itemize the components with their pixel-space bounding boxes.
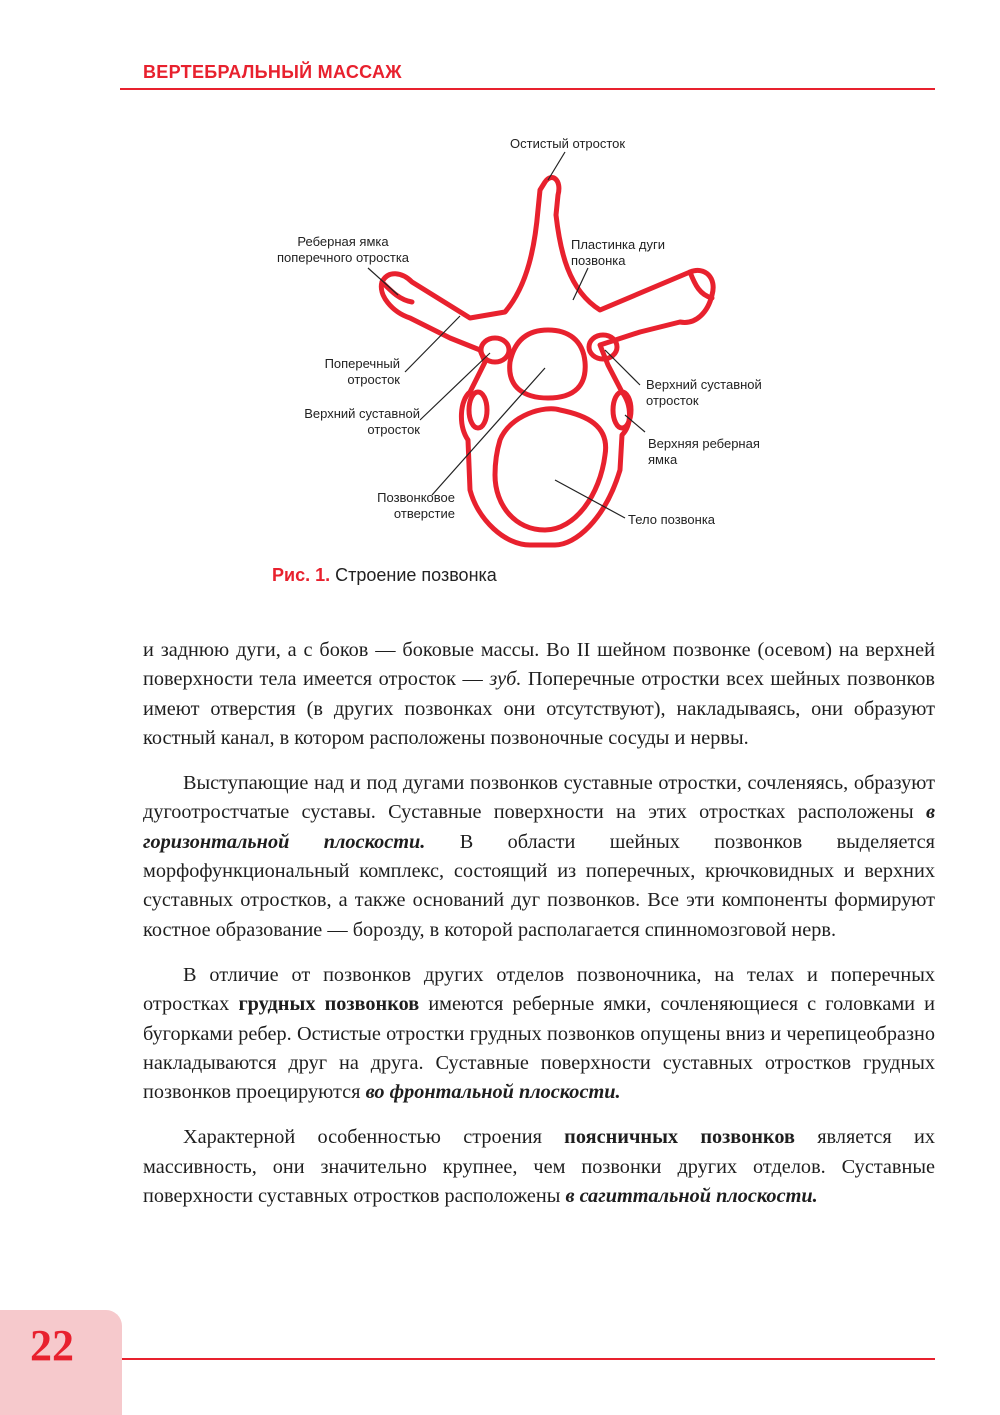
paragraph-1 — [143, 636, 935, 753]
costal-facet-left — [469, 392, 487, 428]
p4-text-a: Характерной особенностью строения — [183, 1126, 565, 1149]
vertebral-foramen-shape — [510, 330, 586, 398]
label-vertebral-body: Тело позвонка — [628, 512, 716, 527]
vertebra-illustration — [0, 0, 1000, 620]
p1-italic: зуб. — [489, 668, 522, 691]
label-vertebral-foramen: Позвонковое отверстие — [377, 490, 455, 521]
paragraph-4 — [143, 1123, 935, 1211]
caption-number: Рис. 1. — [272, 565, 331, 585]
p3-text-a: В отличие от позвонков других отделов позвоночника, на телах и поперечных отростках — [143, 963, 935, 1016]
label-superior-costal-fossa: Верхняя реберная ямка — [648, 436, 760, 467]
body-text — [143, 636, 935, 1227]
paragraph-3 — [143, 961, 935, 1107]
figure-caption — [272, 565, 497, 586]
p4-bold: поясничных позвонков — [564, 1126, 795, 1149]
label-costal-fossa-transverse: Реберная ямка поперечного отростка — [276, 234, 410, 265]
leader-spinous — [548, 152, 565, 180]
vertebral-body — [495, 409, 606, 530]
label-lamina: Пластинка дуги позвонка — [571, 237, 665, 268]
leader-superior-articular-left — [420, 353, 490, 420]
leader-transverse — [405, 316, 460, 372]
p2-text-b: В области шейных позвонков выделяется морфофункциональный комплекс, состоящий из поперечных, крючковидных и верхних суставных отростков, а также оснований дуг позвонков. Все эти компоненты формируют костное образование — борозду, в которой располагается спинномозговой нерв. — [143, 830, 935, 941]
p4-bold-italic: в сагиттальной плоскости. — [565, 1185, 818, 1208]
p4-text-c: является их массивность, они значительно крупнее, чем позвонки других отделов. Суставные поверхности суставных отростков расположены — [143, 1126, 936, 1208]
p2-bold-italic: в горизонтальной плоскости. — [143, 801, 935, 853]
p3-bold-italic: во фронтальной плоскости. — [365, 1081, 621, 1104]
caption-text: Строение позвонка — [330, 565, 497, 585]
p3-bold: грудных позвонков — [238, 993, 420, 1016]
label-superior-articular-left: Верхний суставной отросток — [304, 406, 420, 437]
label-spinous-process: Остистый отросток — [510, 136, 626, 151]
paragraph-2 — [143, 769, 935, 945]
p1-text-a: и заднюю дуги, а с боков — боковые массы. Во II шейном позвонке (осевом) на верхней поверхности тела имеется отросток — — [143, 639, 935, 691]
label-superior-articular-right: Верхний суставной отросток — [646, 377, 762, 408]
running-header: ВЕРТЕБРАЛЬНЫЙ МАССАЖ — [143, 62, 402, 82]
page-number: 22 — [30, 1321, 74, 1370]
label-transverse-process: Поперечный отросток — [324, 356, 400, 387]
footer-rule — [122, 1358, 935, 1360]
p2-text-a: Выступающие над и под дугами позвонков суставные отростки, сочленяясь, образуют дугоотростчатые суставы. Суставные поверхности на этих отростках расположены — [143, 772, 935, 824]
leader-vertebral-foramen — [432, 368, 545, 495]
p1-text-b: Поперечные отростки всех шейных позвонков имеют отверстия (в других позвонках они отсутствуют), накладываясь, они образуют костный канал, в котором расположены позвоночные сосуды и нервы. — [143, 668, 935, 749]
p3-text-c: имеются реберные ямки, сочленяющиеся с головками и бугорками ребер. Остистые отростки грудных позвонков опущены вниз и черепицеобразно накладываются друг на друга. Суставные поверхности суставных отростков грудных позвонков проецируются — [143, 993, 935, 1104]
vertebra-figure — [0, 0, 1000, 620]
